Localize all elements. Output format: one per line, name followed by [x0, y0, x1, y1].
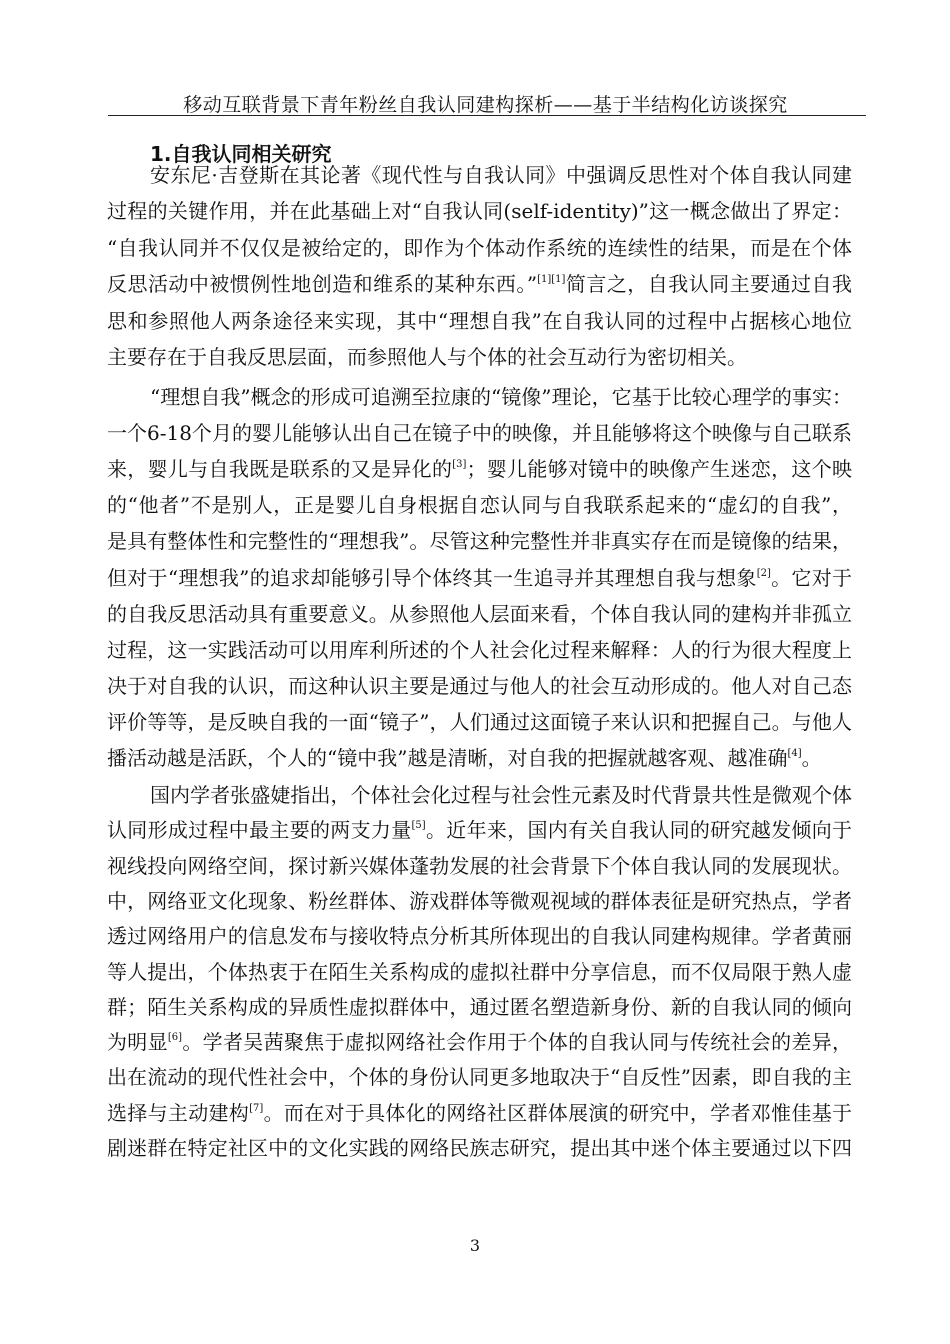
text-segment: 一个6-18个月的婴儿能够认出自己在镜子中的映像，并且能够将这个映像与自己联系 — [107, 421, 852, 446]
text-line — [107, 196, 852, 226]
citation-reference: [1][1] — [537, 274, 566, 286]
text-line — [107, 671, 852, 701]
text-line — [107, 526, 852, 556]
text-segment: 来，婴儿与自我既是联系的又是异化的 — [107, 457, 453, 482]
text-segment: 过程的关键作用，并在此基础上对“自我认同(self-identity)”这一概念做出了界定： — [107, 199, 852, 224]
text-line — [107, 992, 852, 1022]
text-segment: 认同形成过程中最主要的两支力量 — [107, 818, 412, 843]
text-segment: 等人提出，个体热衷于在陌生关系构成的虚拟社群中分享信息，而不仅局限于熟人虚 — [107, 959, 852, 984]
text-line — [107, 815, 852, 845]
text-segment: 安东尼·吉登斯在其论著《现代性与自我认同》中强调反思性对个体自我认同建 — [150, 163, 852, 187]
page-number: 3 — [469, 1236, 481, 1255]
text-segment: 但对于“理想我”的追求却能够引导个体终其一生追寻并其理想自我与想象 — [107, 565, 757, 590]
text-line — [150, 160, 852, 190]
text-line — [150, 382, 852, 412]
text-segment: 。它对于 — [770, 565, 852, 590]
header-rule-divider — [108, 115, 866, 116]
citation-reference: [3] — [452, 459, 467, 471]
text-segment: 。 — [801, 746, 822, 770]
text-segment: 反思活动中被惯例性地创造和维系的某种东西。” — [107, 272, 538, 297]
text-segment: “自我认同并不仅仅是被给定的，即作为个体动作系统的连续性的结果，而是在个体 — [107, 235, 852, 260]
text-line — [107, 418, 852, 448]
text-line — [107, 599, 852, 629]
text-line — [107, 490, 852, 520]
text-segment: 的“他者”不是别人，正是婴儿自身根据自恋认同与自我联系起来的“虚幻的自我”， — [107, 493, 852, 518]
text-segment: 国内学者张盛婕指出，个体社会化过程与社会性元素及时代背景共性是微观个体 — [150, 783, 852, 807]
text-line — [107, 1098, 852, 1128]
text-segment: 透过网络用户的信息发布与接收特点分析其所体现出的自我认同建构规律。学者黄丽 — [107, 924, 852, 949]
citation-reference: [7] — [249, 1102, 264, 1114]
text-segment: 群；陌生关系构成的异质性虚拟群体中，通过匿名塑造新身份、新的自我认同的倾向 — [107, 994, 852, 1019]
text-line — [107, 1133, 852, 1163]
text-line — [107, 342, 852, 372]
text-segment: 选择与主动建构 — [107, 1100, 250, 1125]
text-segment: 。学者吴茜聚焦于虚拟网络社会作用于个体的自我认同与传统社会的差异， — [182, 1030, 852, 1055]
text-segment: 是具有整体性和完整性的“理想我”。尽管这种完整性并非真实存在而是镜像的结果， — [107, 529, 852, 554]
text-line — [107, 851, 852, 881]
text-segment: 思和参照他人两条途径来实现，其中“理想自我”在自我认同的过程中占据核心地位 — [107, 308, 852, 333]
text-line — [107, 1027, 852, 1057]
text-segment: 评价等等，是反映自我的一面“镜子”，人们通过这面镜子来认识和把握自己。与他人 — [107, 709, 852, 734]
text-line — [107, 306, 852, 336]
text-line — [107, 233, 852, 263]
text-segment: “理想自我”概念的形成可追溯至拉康的“镜像”理论，它基于比较心理学的事实： — [150, 385, 852, 409]
citation-reference: [6] — [167, 1032, 183, 1044]
text-segment: 为明显 — [107, 1030, 168, 1055]
text-line — [150, 780, 852, 810]
text-line — [107, 886, 852, 916]
section-heading: 1.自我认同相关研究 — [150, 142, 332, 166]
text-segment: 剧迷群在特定社区中的文化实践的网络民族志研究，提出其中迷个体主要通过以下四 — [107, 1136, 852, 1160]
text-segment: 简言之，自我认同主要通过自我 — [565, 272, 852, 297]
text-segment: 。而在对于具体化的网络社区群体展演的研究中，学者邓惟佳基于 — [263, 1100, 852, 1125]
text-segment: ；婴儿能够对镜中的映像产生迷恋，这个映 — [466, 457, 852, 482]
text-segment: 过程，这一实践活动可以用库利所述的个人社会化过程来解释：人的行为很大程度上 — [107, 637, 852, 662]
running-header-title: 移动互联背景下青年粉丝自我认同建构探析——基于半结构化访谈探究 — [183, 94, 788, 116]
text-line — [107, 957, 852, 987]
citation-reference: [4] — [787, 748, 802, 759]
text-line — [107, 743, 852, 773]
citation-reference: [5] — [411, 820, 426, 832]
text-line — [107, 635, 852, 665]
citation-reference: [2] — [756, 567, 771, 579]
text-line — [107, 707, 852, 737]
text-line — [107, 1062, 852, 1092]
text-segment: 出在流动的现代性社会中，个体的身份认同更多地取决于“自反性”因素，即自我的主 — [107, 1065, 852, 1090]
text-segment: 决于对自我的认识，而这种认识主要是通过与他人的社会互动形成的。他人对自己态 — [107, 673, 852, 698]
text-segment: 。近年来，国内有关自我认同的研究越发倾向于 — [425, 818, 852, 843]
text-line — [107, 454, 852, 484]
text-line — [107, 563, 852, 593]
text-line — [107, 921, 852, 951]
text-segment: 播活动越是活跃，个人的“镜中我”越是清晰，对自我的把握就越客观、越准确 — [107, 746, 788, 770]
text-segment: 中，网络亚文化现象、粉丝群体、游戏群体等微观视域的群体表征是研究热点，学者 — [107, 888, 852, 913]
text-segment: 的自我反思活动具有重要意义。从参照他人层面来看，个体自我认同的建构并非孤立 — [107, 601, 852, 626]
text-segment: 主要存在于自我反思层面，而参照他人与个体的社会互动行为密切相关。 — [107, 345, 747, 369]
text-line — [107, 269, 852, 299]
text-segment: 视线投向网络空间，探讨新兴媒体蓬勃发展的社会背景下个体自我认同的发展现状。 — [107, 853, 852, 878]
